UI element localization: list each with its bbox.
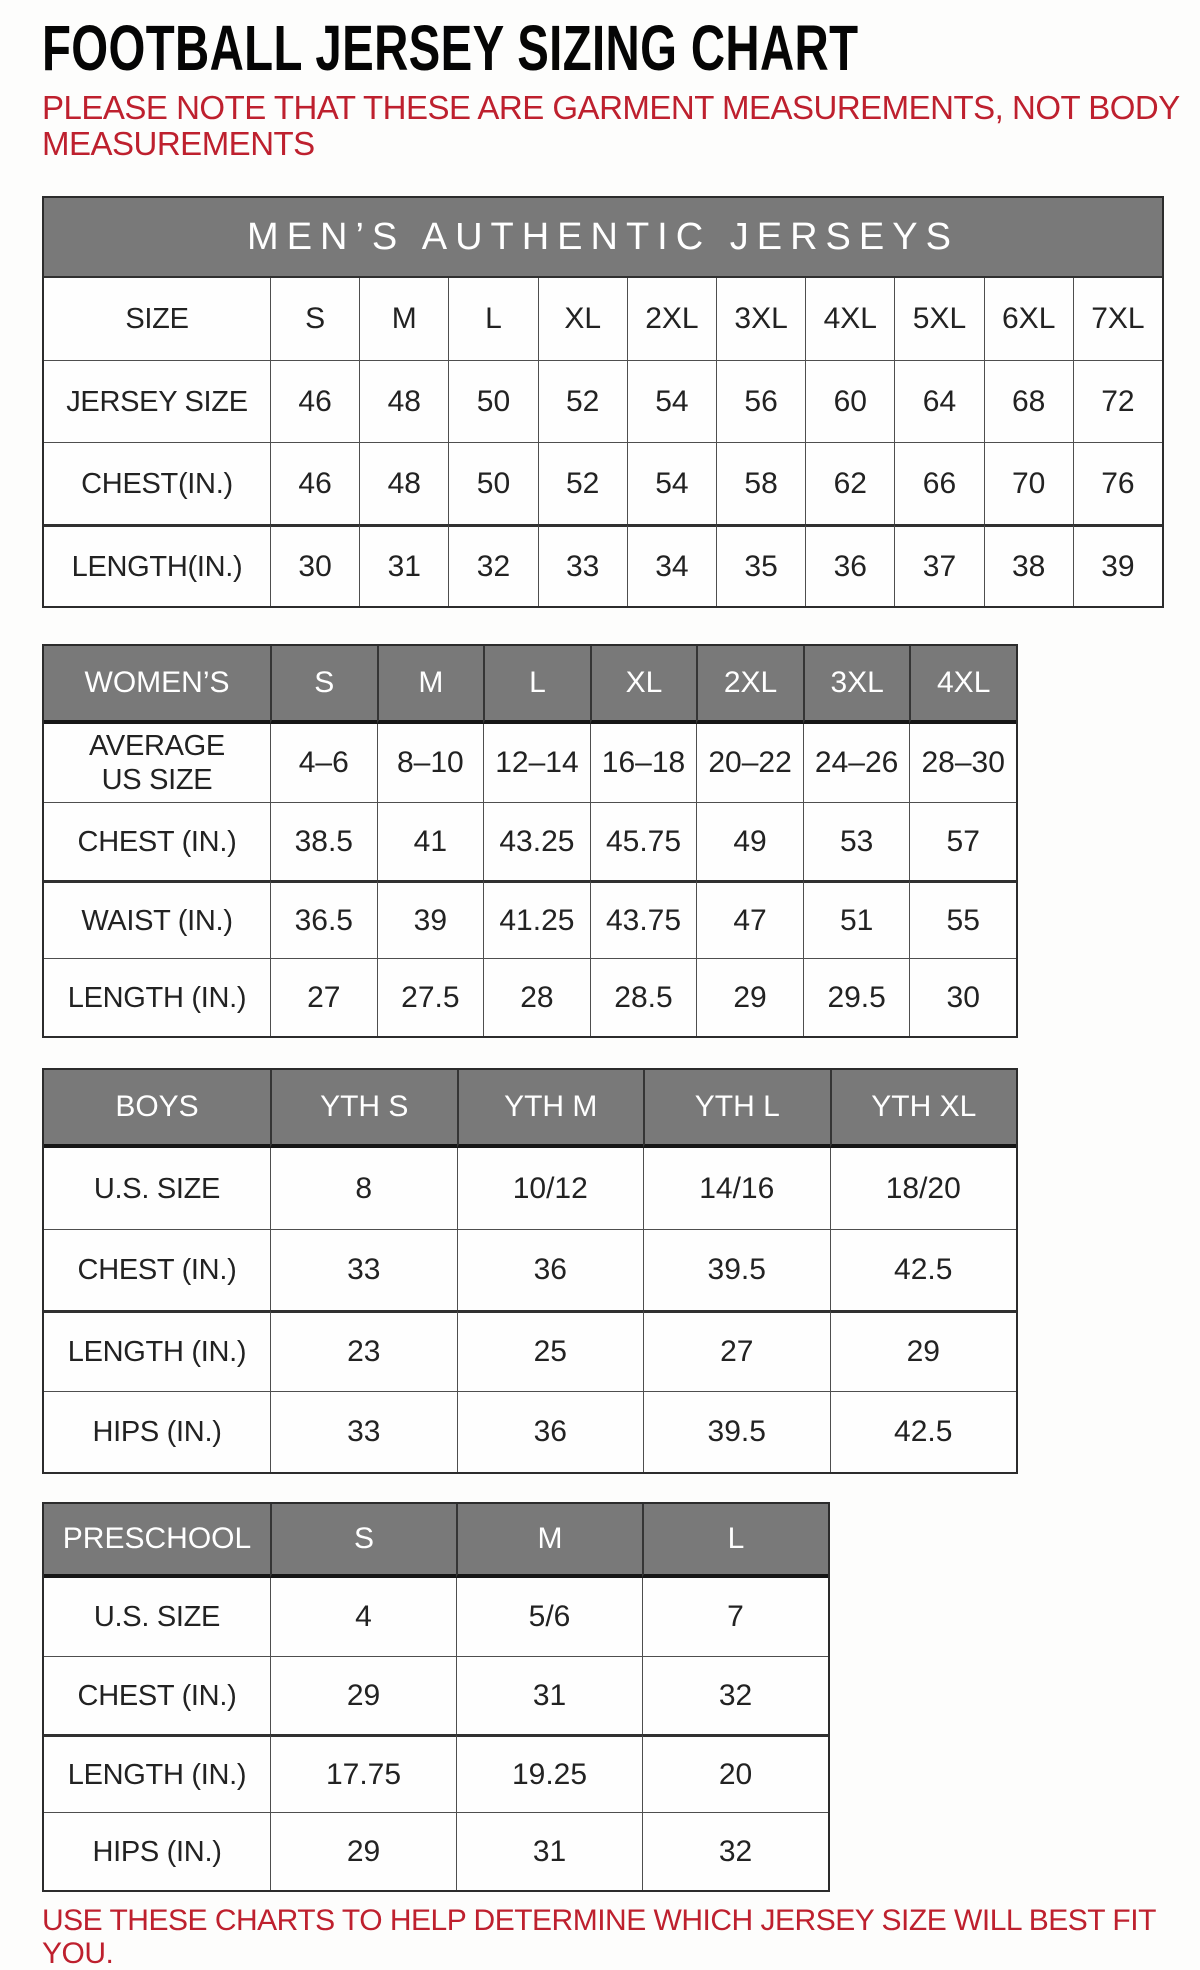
row-label-cell: WAIST (IN.) bbox=[44, 880, 270, 958]
value-cell: 55 bbox=[909, 880, 1016, 958]
row-label-cell: CHEST (IN.) bbox=[44, 1656, 270, 1734]
value-cell: 10/12 bbox=[457, 1148, 644, 1229]
value-cell: 36 bbox=[805, 524, 894, 606]
value-cell: 31 bbox=[359, 524, 448, 606]
value-cell: 29 bbox=[270, 1812, 456, 1890]
table-header-cell: XL bbox=[590, 646, 697, 724]
table-header-cell: YTH L bbox=[643, 1070, 830, 1148]
womens-sizing-table bbox=[42, 644, 1018, 1038]
value-cell: L bbox=[448, 278, 537, 360]
value-cell: 3XL bbox=[716, 278, 805, 360]
row-label-cell: U.S. SIZE bbox=[44, 1578, 270, 1656]
value-cell: 27.5 bbox=[377, 958, 484, 1036]
value-cell: 33 bbox=[270, 1391, 457, 1472]
value-cell: 38 bbox=[984, 524, 1073, 606]
value-cell: 31 bbox=[456, 1812, 642, 1890]
table-header-cell: M bbox=[377, 646, 484, 724]
value-cell: 36.5 bbox=[270, 880, 377, 958]
value-cell: 68 bbox=[984, 360, 1073, 442]
value-cell: 20–22 bbox=[696, 724, 803, 802]
row-label-cell: CHEST(IN.) bbox=[44, 442, 270, 524]
value-cell: 43.25 bbox=[483, 802, 590, 880]
value-cell: 39 bbox=[377, 880, 484, 958]
value-cell: 43.75 bbox=[590, 880, 697, 958]
value-cell: 52 bbox=[538, 442, 627, 524]
value-cell: 25 bbox=[457, 1310, 644, 1391]
value-cell: 16–18 bbox=[590, 724, 697, 802]
value-cell: 70 bbox=[984, 442, 1073, 524]
table-header-cell: 4XL bbox=[909, 646, 1016, 724]
value-cell: 20 bbox=[642, 1734, 828, 1812]
value-cell: 18/20 bbox=[830, 1148, 1017, 1229]
value-cell: 39.5 bbox=[643, 1229, 830, 1310]
value-cell: 29 bbox=[830, 1310, 1017, 1391]
value-cell: 46 bbox=[270, 442, 359, 524]
value-cell: 39.5 bbox=[643, 1391, 830, 1472]
value-cell: 66 bbox=[894, 442, 983, 524]
value-cell: 54 bbox=[627, 442, 716, 524]
value-cell: 32 bbox=[448, 524, 537, 606]
value-cell: 54 bbox=[627, 360, 716, 442]
table-banner: MEN’S AUTHENTIC JERSEYS bbox=[44, 198, 1162, 278]
value-cell: 29.5 bbox=[803, 958, 910, 1036]
table-header-label-cell: PRESCHOOL bbox=[44, 1504, 270, 1578]
value-cell: 50 bbox=[448, 360, 537, 442]
value-cell: 4–6 bbox=[270, 724, 377, 802]
table-header-cell: 2XL bbox=[696, 646, 803, 724]
value-cell: 30 bbox=[909, 958, 1016, 1036]
value-cell: 28–30 bbox=[909, 724, 1016, 802]
value-cell: 5XL bbox=[894, 278, 983, 360]
value-cell: 24–26 bbox=[803, 724, 910, 802]
value-cell: 32 bbox=[642, 1812, 828, 1890]
page-title bbox=[42, 12, 1200, 84]
table-header-cell: S bbox=[270, 1504, 456, 1578]
value-cell: 38.5 bbox=[270, 802, 377, 880]
value-cell: 27 bbox=[270, 958, 377, 1036]
row-label-cell: SIZE bbox=[44, 278, 270, 360]
value-cell: 36 bbox=[457, 1229, 644, 1310]
value-cell: 28 bbox=[483, 958, 590, 1036]
row-label-cell: LENGTH (IN.) bbox=[44, 1310, 270, 1391]
row-label-cell: HIPS (IN.) bbox=[44, 1391, 270, 1472]
value-cell: 33 bbox=[270, 1229, 457, 1310]
row-label-cell: HIPS (IN.) bbox=[44, 1812, 270, 1890]
value-cell: 76 bbox=[1073, 442, 1162, 524]
table-header-cell: 3XL bbox=[803, 646, 910, 724]
row-label-cell: JERSEY SIZE bbox=[44, 360, 270, 442]
row-label-cell: LENGTH(IN.) bbox=[44, 524, 270, 606]
value-cell: 50 bbox=[448, 442, 537, 524]
table-header-label-cell: WOMEN’S bbox=[44, 646, 270, 724]
page-title-text: FOOTBALL JERSEY SIZING CHART bbox=[42, 12, 859, 84]
value-cell: 48 bbox=[359, 360, 448, 442]
value-cell: 12–14 bbox=[483, 724, 590, 802]
row-label-cell: CHEST (IN.) bbox=[44, 1229, 270, 1310]
table-header-cell: M bbox=[456, 1504, 642, 1578]
value-cell: 5/6 bbox=[456, 1578, 642, 1656]
table-header-cell: YTH S bbox=[270, 1070, 457, 1148]
value-cell: 60 bbox=[805, 360, 894, 442]
boys-sizing-table bbox=[42, 1068, 1018, 1474]
garment-measurement-note bbox=[42, 90, 1200, 162]
table-header-label-cell: BOYS bbox=[44, 1070, 270, 1148]
value-cell: 51 bbox=[803, 880, 910, 958]
value-cell: 4 bbox=[270, 1578, 456, 1656]
table-header-cell: L bbox=[483, 646, 590, 724]
table-header-cell: L bbox=[642, 1504, 828, 1578]
value-cell: 46 bbox=[270, 360, 359, 442]
value-cell: 52 bbox=[538, 360, 627, 442]
value-cell: 8–10 bbox=[377, 724, 484, 802]
value-cell: 27 bbox=[643, 1310, 830, 1391]
value-cell: 57 bbox=[909, 802, 1016, 880]
value-cell: 56 bbox=[716, 360, 805, 442]
value-cell: 45.75 bbox=[590, 802, 697, 880]
value-cell: 36 bbox=[457, 1391, 644, 1472]
value-cell: 42.5 bbox=[830, 1391, 1017, 1472]
value-cell: 17.75 bbox=[270, 1734, 456, 1812]
value-cell: 42.5 bbox=[830, 1229, 1017, 1310]
value-cell: 37 bbox=[894, 524, 983, 606]
value-cell: 8 bbox=[270, 1148, 457, 1229]
value-cell: 19.25 bbox=[456, 1734, 642, 1812]
value-cell: 64 bbox=[894, 360, 983, 442]
value-cell: 53 bbox=[803, 802, 910, 880]
value-cell: 34 bbox=[627, 524, 716, 606]
value-cell: 6XL bbox=[984, 278, 1073, 360]
value-cell: 47 bbox=[696, 880, 803, 958]
value-cell: 7XL bbox=[1073, 278, 1162, 360]
footer-note: USE THESE CHARTS TO HELP DETERMINE WHICH JERSEY SIZE WILL BEST FIT YOU. bbox=[42, 1904, 1156, 1970]
value-cell: 2XL bbox=[627, 278, 716, 360]
value-cell: 62 bbox=[805, 442, 894, 524]
value-cell: 41 bbox=[377, 802, 484, 880]
table-header-cell: YTH XL bbox=[830, 1070, 1017, 1148]
value-cell: 49 bbox=[696, 802, 803, 880]
note-line-1: PLEASE NOTE THAT THESE ARE GARMENT MEASUREMENTS, NOT BODY bbox=[42, 89, 1180, 126]
row-label-cell: CHEST (IN.) bbox=[44, 802, 270, 880]
value-cell: 30 bbox=[270, 524, 359, 606]
value-cell: 31 bbox=[456, 1656, 642, 1734]
preschool-sizing-table bbox=[42, 1502, 830, 1892]
value-cell: 23 bbox=[270, 1310, 457, 1391]
row-label-cell: AVERAGE US SIZE bbox=[44, 724, 270, 802]
value-cell: 7 bbox=[642, 1578, 828, 1656]
value-cell: 29 bbox=[696, 958, 803, 1036]
value-cell: XL bbox=[538, 278, 627, 360]
value-cell: 4XL bbox=[805, 278, 894, 360]
table-header-cell: YTH M bbox=[457, 1070, 644, 1148]
value-cell: 58 bbox=[716, 442, 805, 524]
row-label-cell: LENGTH (IN.) bbox=[44, 1734, 270, 1812]
value-cell: 14/16 bbox=[643, 1148, 830, 1229]
note-line-2: MEASUREMENTS bbox=[42, 125, 315, 162]
value-cell: 33 bbox=[538, 524, 627, 606]
value-cell: 32 bbox=[642, 1656, 828, 1734]
value-cell: 29 bbox=[270, 1656, 456, 1734]
value-cell: 35 bbox=[716, 524, 805, 606]
value-cell: 72 bbox=[1073, 360, 1162, 442]
value-cell: 41.25 bbox=[483, 880, 590, 958]
value-cell: 48 bbox=[359, 442, 448, 524]
row-label-cell: LENGTH (IN.) bbox=[44, 958, 270, 1036]
value-cell: 39 bbox=[1073, 524, 1162, 606]
table-header-cell: S bbox=[270, 646, 377, 724]
value-cell: 28.5 bbox=[590, 958, 697, 1036]
row-label-cell: U.S. SIZE bbox=[44, 1148, 270, 1229]
value-cell: S bbox=[270, 278, 359, 360]
mens-authentic-jerseys-table bbox=[42, 196, 1164, 608]
value-cell: M bbox=[359, 278, 448, 360]
